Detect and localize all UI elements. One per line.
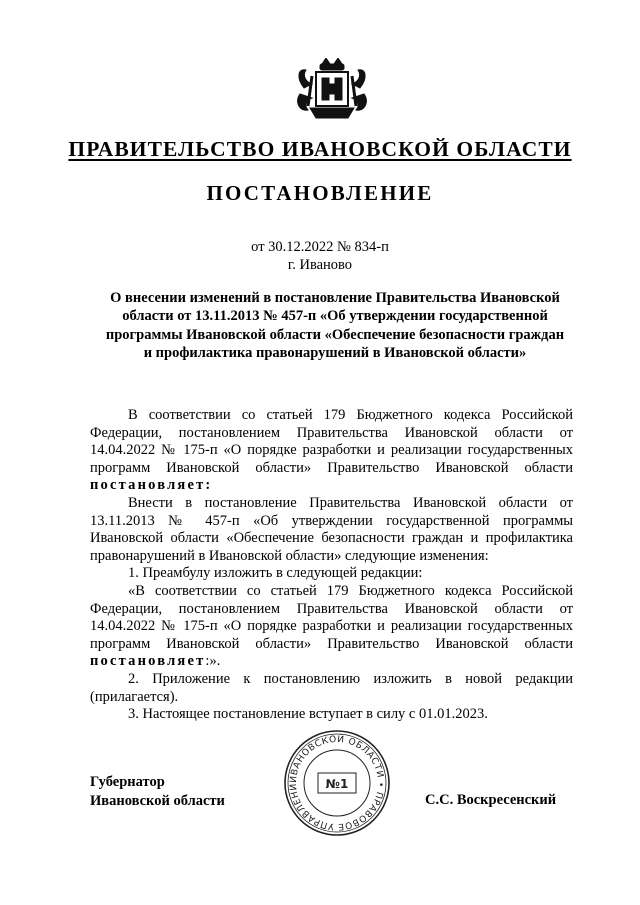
signatory-name: С.С. Воскресенский [425,792,557,808]
signatory-title [90,773,225,810]
document-type-heading: ПОСТАНОВЛЕНИЕ [206,181,434,205]
paragraph-1: В соответствии со статьей 179 Бюджетного кодекса Российской Федерации, постановлением Правительства Ивановской области от 14.04.2022 № 175-п «О порядке разработки и реализации государственных программ Ивановской области» Правительство Ивановской области постановляет: [90,407,573,494]
signatory-title-line1: Губернатор [90,774,165,790]
official-stamp [282,728,392,838]
paragraph-3: 1. Преамбулу изложить в следующей редакции: [128,565,423,582]
date-number: от 30.12.2022 № 834-п [251,239,389,255]
paragraph-5: 2. Приложение к постановлению изложить в новой редакции (прилагается). [90,670,573,705]
resolution-verb-quoted: постановляет [90,653,206,670]
city: г. Иваново [287,257,353,273]
document-meta [0,238,640,274]
resolution-verb: постановляет: [90,477,213,494]
coat-of-arms-icon [292,58,372,122]
paragraph-4: «В соответствии со статьей 179 Бюджетного кодекса Российской Федерации, постановлением Правительства Ивановской области от 14.04.2022 № 175-п «О порядке разработки и реализации государственных программ Ивановской области» Правительство Ивановской области постановляет:». [90,582,573,670]
paragraph-2: Внести в постановление Правительства Ивановской области от 13.11.2013 № 457-п «Об утверждении государственной программы Ивановской области «Обеспечение безопасности граждан и профилактика правонарушений в Ивановской области» следующие изменения: [90,494,573,564]
document-subject: О внесении изменений в постановление Правительства Ивановской области от 13.11.2013 № 457-п «Об утверждении государственной программы Ивановской области «Обеспечение безопасности граждан и профилактика правонарушений в Ивановской области» [105,290,565,362]
document-body [90,407,573,724]
organization-heading [0,137,640,162]
signatory-title-line2: Ивановской области [90,792,225,809]
stamp-ring-text: ИВАНОВСКОЙ ОБЛАСТИ • ПРАВОВОЕ УПРАВЛЕНИ [288,734,386,832]
stamp-icon [282,728,392,838]
coat-of-arms-emblem [292,58,372,122]
paragraph-6: 3. Настоящее постановление вступает в силу с 01.01.2023. [128,706,488,723]
organization-name: ПРАВИТЕЛЬСТВО ИВАНОВСКОЙ ОБЛАСТИ [68,137,572,161]
stamp-number: №1 [325,777,349,791]
